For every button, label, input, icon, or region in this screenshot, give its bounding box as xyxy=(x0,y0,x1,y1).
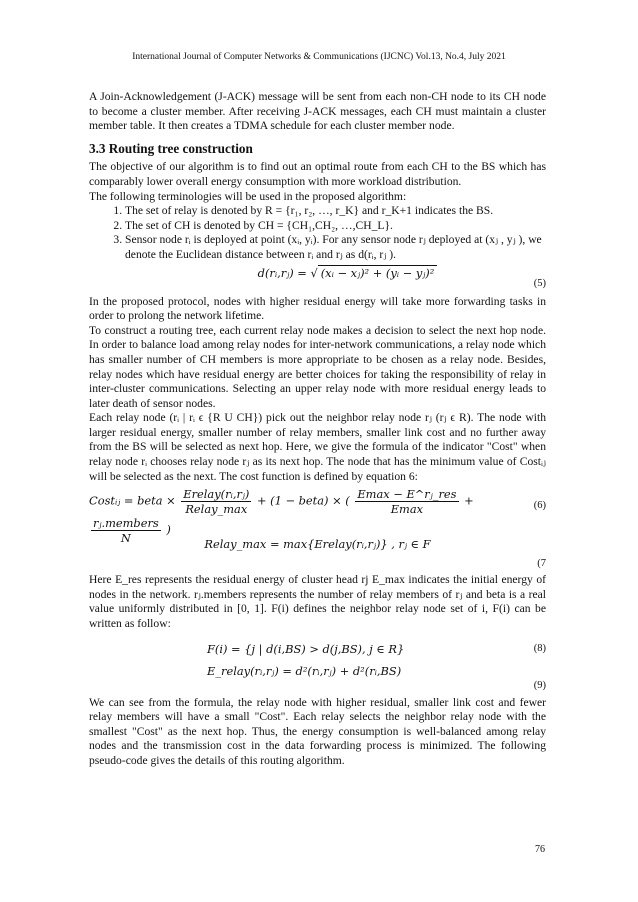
fraction-numerator: Erelay(rᵢ,rⱼ) xyxy=(183,487,250,502)
paragraph-objective: The objective of our algorithm is to find out an optimal route from each CH to the BS which has comparably lower overall energy consumption with more workload distribution. xyxy=(89,160,546,188)
fraction-denominator: Relay_max xyxy=(185,502,248,517)
fraction xyxy=(181,487,251,516)
equation-7 xyxy=(89,537,546,573)
equation-number: (5) xyxy=(533,277,546,289)
paragraph-terminologies: The following terminologies will be used in the proposed algorithm: xyxy=(89,189,407,203)
equation-6-mid: + (1 − beta) × ( xyxy=(256,493,350,508)
list-item: 1. The set of relay is denoted by R = {r₁, r₂, …, r_K} and r_K+1 indicates the BS. xyxy=(125,204,546,219)
paragraph-each-relay: Each relay node (rᵢ | rᵢ ϵ {R U CH}) pick out the neighbor relay node rⱼ (rⱼ ϵ R). The node with larger residual energy, smaller number of relay members, smaller link cost and no further away from the BS will be selected as next hop. Here, we give the formula of the indicator "Cost" when relay node rᵢ chooses relay node rⱼ as its next hop. The node that has the minimum value of Costᵢⱼ will be selected as the next. The cost function is defined by equation 6: xyxy=(89,411,546,483)
page-number: 76 xyxy=(535,844,545,855)
fraction-denominator: Emax xyxy=(390,502,424,517)
body-content xyxy=(89,90,546,769)
paragraph-here: Here E_res represents the residual energy of cluster head rj E_max indicates the initial energy of nodes in the network. rⱼ.members represents the number of relay members of rⱼ and beta is a real value uniformly distributed in [0, 1]. F(i) defines the neighbor relay node set of i, F(i) can be written as follow: xyxy=(89,573,546,631)
equation-number: (8) xyxy=(533,642,546,654)
list-item: 2. The set of CH is denoted by CH = {CH₁,CH₂, …,CH_L}. xyxy=(125,219,546,234)
running-header: International Journal of Computer Networks & Communications (IJCNC) Vol.13, No.4, July 2021 xyxy=(132,52,506,62)
paragraph-construct: To construct a routing tree, each current relay node makes a decision to select the next hop node. In order to balance load among relay nodes for inter-network communications, a relay node which has smaller number of CH members is more appropriate to be chosen as a relay node. Besides, relay nodes which have residual energy are better choices for taking the responsibility of relay in inter-cluster communications. Selecting an upper relay node with more residual energy leads to later death of sensor nodes. xyxy=(89,323,546,410)
equation-6-plus: + xyxy=(464,493,474,508)
paragraph-conclusion: We can see from the formula, the relay node with higher residual, smaller link cost and fewer relay members will have a small "Cost". Each relay selects the neighbor relay node with the smallest "Cost" as the next hop. Thus, the energy consumption is well-balanced among relay nodes and the transmission cost in the data forwarding process is minimized. The following pseudo-code gives the details of this routing algorithm. xyxy=(89,695,546,767)
equation-number: (9) xyxy=(533,679,546,691)
equation-5-rhs: (xᵢ − xⱼ)² + (yᵢ − yⱼ)² xyxy=(318,265,438,281)
equation-number: (7 xyxy=(537,558,546,570)
fraction-numerator: Emax − E^rⱼ_res xyxy=(357,487,457,502)
equation-9-body: E_relay(rᵢ,rⱼ) = d²(rᵢ,rⱼ) + d²(rᵢ,BS) xyxy=(207,663,402,678)
fraction xyxy=(355,487,458,516)
equation-number: (6) xyxy=(533,500,546,512)
equation-7-body: Relay_max = max{Erelay(rᵢ,rⱼ)} , rⱼ ∈ F xyxy=(204,537,431,552)
paragraph-jack: A Join-Acknowledgement (J-ACK) message will be sent from each non-CH node to its CH node to become a cluster member. After receiving J-ACK messages, each CH must maintain a cluster member table. It then creates a TDMA schedule for each cluster member node. xyxy=(89,90,546,133)
equation-8-body: F(i) = {j | d(i,BS) > d(j,BS), j ∈ R} xyxy=(207,641,405,656)
equation-9 xyxy=(89,664,546,692)
equation-6-lhs: Costᵢⱼ = beta × xyxy=(89,493,176,508)
section-title: 3.3 Routing tree construction xyxy=(89,140,253,156)
fraction-numerator: rⱼ.members xyxy=(93,516,159,531)
equation-8 xyxy=(89,642,546,664)
fraction-denominator: N xyxy=(120,531,131,546)
terminology-list xyxy=(89,204,546,262)
equation-5-lhs: d(rᵢ,rⱼ) = xyxy=(257,265,307,280)
equation-5: d(rᵢ,rⱼ) = √ (xᵢ − xⱼ)² + (yᵢ − yⱼ)² (5) xyxy=(89,265,546,295)
equation-6-end: ) xyxy=(166,522,171,537)
list-item: 3. Sensor node rᵢ is deployed at point (xᵢ, yᵢ). For any sensor node rⱼ deployed at (xⱼ , yⱼ ), we denote the Euclidean distance between rᵢ and rⱼ as d(rᵢ, rⱼ ). xyxy=(125,233,546,262)
paragraph-protocol: In the proposed protocol, nodes with higher residual energy will take more forwarding tasks in order to prolong the network lifetime. xyxy=(89,294,546,323)
